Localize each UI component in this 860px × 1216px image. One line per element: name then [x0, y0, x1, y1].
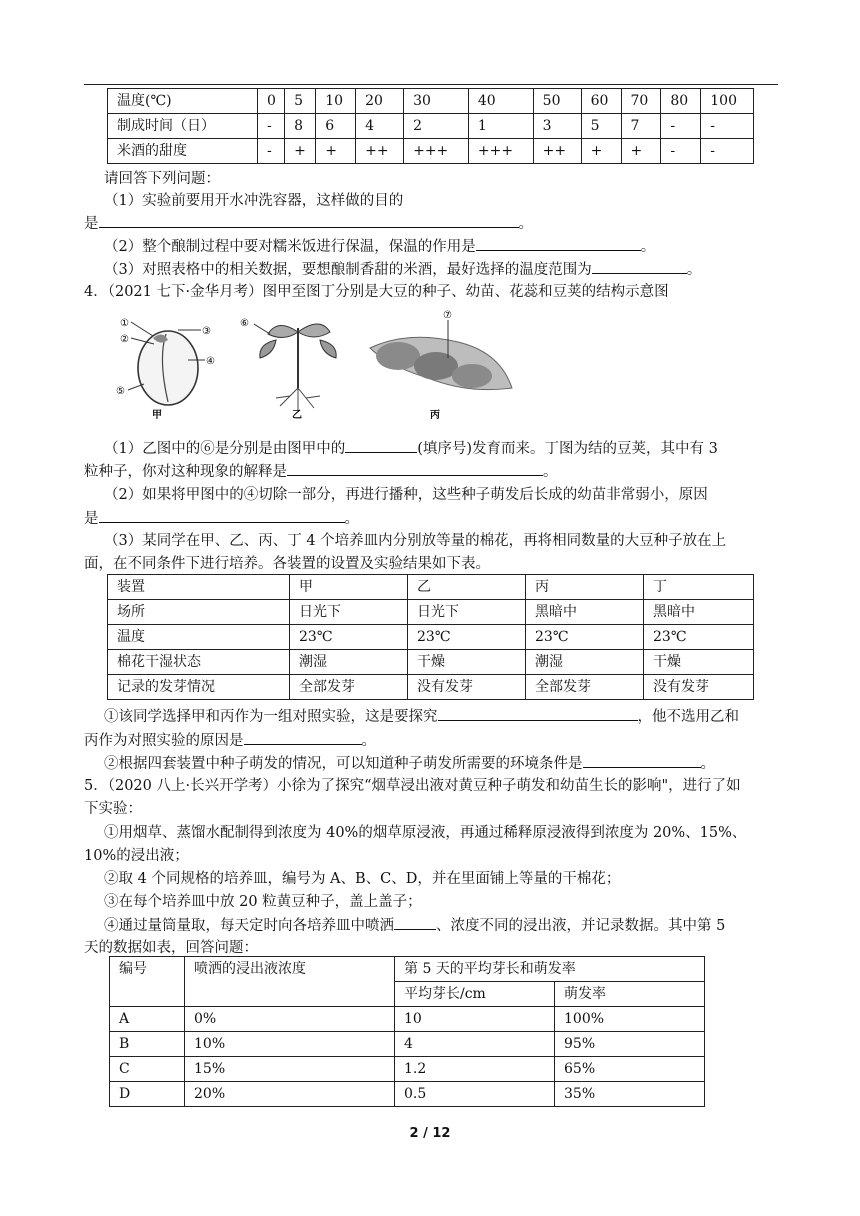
table-cell: -: [258, 139, 285, 164]
table-cell: 70: [621, 89, 661, 114]
table-header: 装置: [108, 575, 290, 600]
table-header-row: [108, 575, 754, 600]
table-cell: 50: [533, 89, 581, 114]
table-cell: 20: [356, 89, 404, 114]
table-cell: 10: [395, 1007, 555, 1032]
table-cell: 没有发芽: [408, 675, 526, 700]
question-line: [84, 258, 798, 281]
table-cell: 4: [356, 114, 404, 139]
step-text: ③在每个培养皿中放 20 粒黄豆种子，盖上盖子；: [104, 894, 422, 910]
question-text: （2）整个酿制过程中要对糯米饭进行保温，保温的作用是: [104, 239, 476, 255]
table-cell: 23℃: [644, 625, 754, 650]
answer-blank[interactable]: [345, 437, 417, 453]
answer-blank[interactable]: [99, 507, 345, 523]
mark-1: ①: [120, 318, 129, 329]
answer-blank[interactable]: [99, 212, 519, 228]
question-text: (填序号)发育而来。丁图为结的豆荚，其中有 3: [417, 441, 718, 457]
table-cell: 5: [581, 114, 621, 139]
table-cell: 场所: [108, 600, 290, 625]
table-header: 编号: [110, 957, 185, 1007]
table-row: [110, 1057, 705, 1082]
table-header: 丁: [644, 575, 754, 600]
question-text: 。: [344, 511, 359, 527]
table-cell: 60: [581, 89, 621, 114]
question-text: 。: [543, 464, 558, 480]
table-cell: 8: [285, 114, 316, 139]
step-text: ②取 4 个同规格的培养皿，编号为 A、B、C、D，并在里面铺上等量的干棉花；: [104, 871, 621, 887]
question-text: 丙作为对照实验的原因是: [84, 733, 244, 749]
row-head: 米酒的甜度: [108, 139, 258, 164]
table-row: [110, 1007, 705, 1032]
table-cell: 1.2: [395, 1057, 555, 1082]
table-cell: 100: [701, 89, 754, 114]
answer-blank[interactable]: [394, 914, 436, 930]
table-cell: 0: [258, 89, 285, 114]
question-text: （3）某同学在甲、乙、丙、丁 4 个培养皿内分别放等量的棉花，再将相同数量的大豆种子放在上: [104, 533, 727, 549]
table-cell: D: [110, 1082, 185, 1107]
question-prompt: 请回答下列问题：: [104, 171, 220, 187]
row-head: 温度(℃): [108, 89, 258, 114]
mark-7: ⑦: [443, 310, 452, 321]
table-cell: +: [621, 139, 661, 164]
table-cell: 20%: [185, 1082, 395, 1107]
question-text: 是: [84, 216, 99, 232]
table-cell: 2: [404, 114, 469, 139]
header-rule: [84, 84, 778, 85]
table-cell: 棉花干湿状态: [108, 650, 290, 675]
table-cell: 40: [468, 89, 533, 114]
table-cell: +: [581, 139, 621, 164]
table-cell: 潮湿: [526, 650, 644, 675]
question-line: [84, 729, 778, 752]
rice-wine-table: [107, 88, 754, 164]
table-cell: 0%: [185, 1007, 395, 1032]
answer-blank[interactable]: [476, 235, 641, 251]
step-text: 10%的浸出液；: [84, 848, 189, 864]
question-text: 。: [686, 262, 702, 278]
question-text: 面，在不同条件下进行培养。各装置的设置及实验结果如下表。: [84, 556, 490, 572]
table-row: [108, 139, 754, 164]
table-cell: 10: [316, 89, 356, 114]
table-cell: 0.5: [395, 1082, 555, 1107]
table-cell: 干燥: [644, 650, 754, 675]
tobacco-table: [109, 956, 705, 1107]
question-line: [84, 212, 778, 235]
table-cell: +++: [468, 139, 533, 164]
mark-5: ⑤: [116, 386, 125, 397]
table-cell: ++: [533, 139, 581, 164]
table-cell: +: [285, 139, 316, 164]
table-row: [108, 625, 754, 650]
step-text: ①用烟草、蒸馏水配制得到浓度为 40%的烟草原浸液，再通过稀释原浸液得到浓度为 20%、15%、: [104, 825, 747, 841]
row-head: 制成时间（日）: [108, 114, 258, 139]
soybean-figure: [108, 308, 518, 420]
question-line: [84, 914, 798, 937]
table-cell: 10%: [185, 1032, 395, 1057]
table-cell: -: [661, 114, 701, 139]
question-text: （1）实验前要用开水冲洗容器，这样做的目的: [104, 193, 404, 209]
table-header: 丙: [526, 575, 644, 600]
table-cell: 黑暗中: [644, 600, 754, 625]
table-cell: 95%: [555, 1032, 705, 1057]
table-header: 喷洒的浸出液浓度: [185, 957, 395, 1007]
table-cell: 7: [621, 114, 661, 139]
table-cell: 4: [395, 1032, 555, 1057]
question-text: ，他不选用乙和: [637, 709, 739, 725]
question-text: 。: [700, 756, 715, 772]
mark-3: ③: [202, 326, 211, 337]
label-jia: 甲: [152, 410, 162, 420]
question-line: [84, 705, 798, 728]
question-text: 。: [361, 733, 376, 749]
question-line: [84, 507, 778, 530]
table-cell: 35%: [555, 1082, 705, 1107]
label-yi: 乙: [292, 410, 302, 420]
table-cell: -: [701, 139, 754, 164]
germination-table: [107, 574, 754, 700]
table-header: 第 5 天的平均芽长和萌发率: [395, 957, 705, 982]
table-cell: -: [258, 114, 285, 139]
table-cell: 日光下: [408, 600, 526, 625]
table-cell: 全部发芽: [526, 675, 644, 700]
question-text: 、浓度不同的浸出液，并记录数据。其中第 5: [436, 918, 726, 934]
question-text: ①该同学选择甲和丙作为一组对照实验，这是要探究: [104, 709, 438, 725]
question-text: 。: [518, 216, 533, 232]
table-cell: ++: [356, 139, 404, 164]
table-header: 乙: [408, 575, 526, 600]
answer-blank[interactable]: [438, 705, 638, 721]
table-cell: +: [316, 139, 356, 164]
table-row: [108, 600, 754, 625]
table-cell: -: [701, 114, 754, 139]
table-cell: +++: [404, 139, 469, 164]
table-cell: B: [110, 1032, 185, 1057]
question-line: [84, 235, 798, 258]
table-cell: 23℃: [526, 625, 644, 650]
table-cell: 6: [316, 114, 356, 139]
table-cell: 日光下: [290, 600, 408, 625]
table-row: [108, 675, 754, 700]
question-title: 5．（2020 八上·长兴开学考）小徐为了探究“烟草浸出液对黄豆种子萌发和幼苗生长的影响"，进行了如: [84, 778, 741, 794]
table-cell: 30: [404, 89, 469, 114]
mark-6: ⑥: [240, 318, 249, 329]
table-cell: 全部发芽: [290, 675, 408, 700]
table-header-row: [110, 957, 705, 982]
seedling-diagram: [240, 318, 336, 420]
answer-blank[interactable]: [244, 729, 362, 745]
seed-diagram: [116, 318, 215, 420]
table-cell: 记录的发芽情况: [108, 675, 290, 700]
table-cell: 23℃: [290, 625, 408, 650]
table-row: [108, 89, 754, 114]
question-text: ④通过量筒量取，每天定时向各培养皿中喷洒: [104, 918, 394, 934]
question-line: [84, 752, 798, 775]
table-row: [110, 1032, 705, 1057]
table-cell: 黑暗中: [526, 600, 644, 625]
question-text: （1）乙图中的⑥是分别是由图甲中的: [104, 441, 346, 457]
table-header: 萌发率: [555, 982, 705, 1007]
table-cell: 1: [468, 114, 533, 139]
page-number: 2 / 12: [409, 1126, 451, 1141]
table-cell: 100%: [555, 1007, 705, 1032]
question-text: （2）如果将甲图中的④切除一部分，再进行播种，这些种子萌发后长成的幼苗非常弱小，原因: [104, 487, 708, 503]
question-line: [84, 437, 798, 460]
table-row: [108, 114, 754, 139]
table-cell: C: [110, 1057, 185, 1082]
mark-4: ④: [206, 356, 215, 367]
question-title: 4．（2021 七下·金华月考）图甲至图丁分别是大豆的种子、幼苗、花蕊和豆荚的结构示意图: [84, 284, 669, 300]
label-bing: 丙: [430, 410, 440, 420]
table-cell: 温度: [108, 625, 290, 650]
pod-diagram: [370, 310, 512, 420]
table-row: [110, 1082, 705, 1107]
table-cell: 65%: [555, 1057, 705, 1082]
table-row: [108, 650, 754, 675]
answer-blank[interactable]: [592, 258, 687, 274]
table-cell: 15%: [185, 1057, 395, 1082]
table-cell: A: [110, 1007, 185, 1032]
mark-2: ②: [120, 334, 129, 345]
question-text: ②根据四套装置中种子萌发的情况，可以知道种子萌发所需要的环境条件是: [104, 756, 583, 772]
table-cell: 23℃: [408, 625, 526, 650]
question-text: 是: [84, 511, 99, 527]
question-text: 下实验：: [84, 801, 142, 817]
table-cell: 80: [661, 89, 701, 114]
table-header: 平均芽长/cm: [395, 982, 555, 1007]
question-text: 。: [640, 239, 656, 255]
table-header: 甲: [290, 575, 408, 600]
question-line: [84, 460, 778, 483]
question-text: 粒种子，你对这种现象的解释是: [84, 464, 287, 480]
answer-blank[interactable]: [287, 460, 543, 476]
table-cell: 干燥: [408, 650, 526, 675]
answer-blank[interactable]: [583, 752, 701, 768]
table-cell: 5: [285, 89, 316, 114]
question-text: （3）对照表格中的相关数据，要想酿制香甜的米酒，最好选择的温度范围为: [104, 262, 592, 278]
table-cell: 没有发芽: [644, 675, 754, 700]
step-text: 天的数据如表，回答问题：: [84, 940, 258, 956]
table-cell: 3: [533, 114, 581, 139]
table-cell: -: [661, 139, 701, 164]
table-cell: 潮湿: [290, 650, 408, 675]
